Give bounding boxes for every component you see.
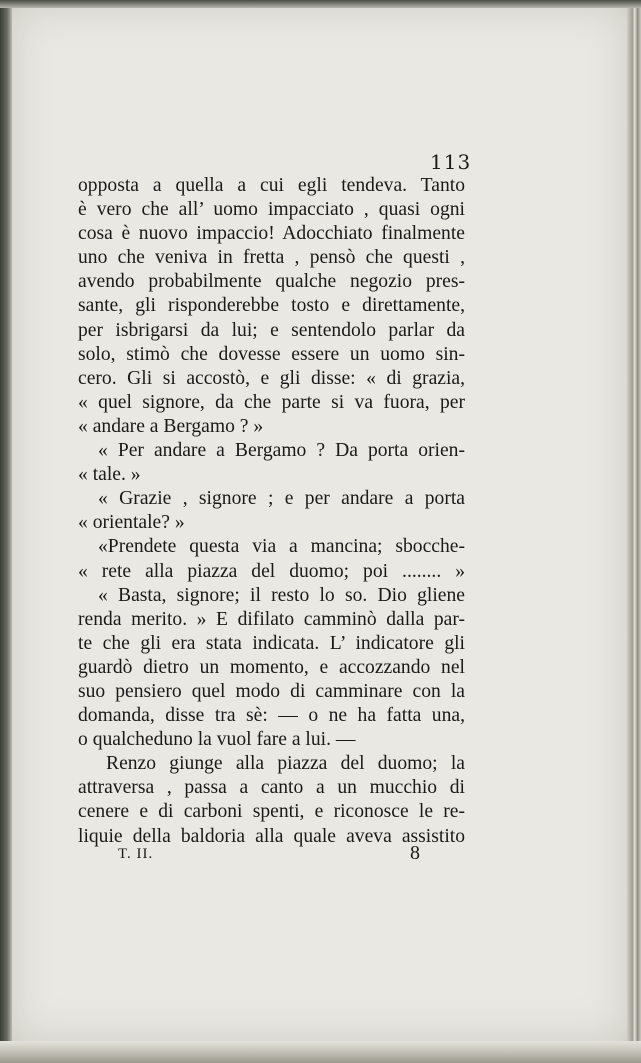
printer-signature: T. II. <box>118 846 154 862</box>
text-line: « orientale? » <box>78 512 185 534</box>
text-line: cenere e di carboni spenti, e riconosce le re- <box>78 801 465 823</box>
text-line: opposta a quella a cui egli tendeva. Tanto <box>78 175 465 196</box>
page-number: 113 <box>430 150 472 174</box>
text-line: Renzo giunge alla piazza del duomo; la <box>106 753 465 775</box>
text-line: « tale. » <box>78 464 141 486</box>
text-line: cosa è nuovo impaccio! Adocchiato finalmente <box>78 223 465 245</box>
text-line: renda merito. » E difilato camminò dalla par- <box>78 608 465 630</box>
book-binding <box>0 0 12 1063</box>
text-line: « quel signore, da che parte si va fuora, per <box>78 391 465 413</box>
text-line: « Basta, signore; il resto lo so. Dio gliene <box>98 584 465 606</box>
text-line: « rete alla piazza del duomo; poi ........ » <box>78 560 465 582</box>
text-line: o qualcheduno la vuol fare a lui. — <box>78 729 356 751</box>
signature-number: 8 <box>410 842 420 864</box>
text-line: «Prendete questa via a mancina; sbocche- <box>98 536 465 558</box>
text-line: liquie della baldoria alla quale aveva assistito <box>78 825 465 847</box>
page-edge-bottom <box>0 1041 641 1063</box>
text-line: cero. Gli si accostò, e gli disse: « di grazia, <box>78 367 465 389</box>
text-line: per isbrigarsi da lui; e sentendolo parlar da <box>78 319 465 341</box>
page-edge-top <box>0 0 641 8</box>
text-line: è vero che all’ uomo impacciato , quasi ogni <box>78 199 465 221</box>
text-line: « andare a Bergamo ? » <box>78 415 264 437</box>
text-line: uno che veniva in fretta , pensò che questi , <box>78 247 465 269</box>
text-line: « Grazie , signore ; e per andare a porta <box>98 488 465 510</box>
text-line: « Per andare a Bergamo ? Da porta orien- <box>98 440 465 462</box>
text-line: te che gli era stata indicata. L’ indicatore gli <box>78 632 465 654</box>
text-line: domanda, disse tra sè: — o ne ha fatta una, <box>78 705 465 727</box>
text-line: sante, gli risponderebbe tosto e direttamente, <box>78 295 465 317</box>
page-edges-right <box>627 0 641 1063</box>
text-line: avendo probabilmente qualche negozio pres- <box>78 271 465 293</box>
text-line: suo pensiero quel modo di camminare con la <box>78 680 465 702</box>
body-text <box>78 174 465 849</box>
text-line: attraversa , passa a canto a un mucchio di <box>78 777 465 799</box>
text-line: solo, stimò che dovesse essere un uomo sin- <box>78 343 465 365</box>
text-line: guardò dietro un momento, e accozzando nel <box>78 656 465 678</box>
